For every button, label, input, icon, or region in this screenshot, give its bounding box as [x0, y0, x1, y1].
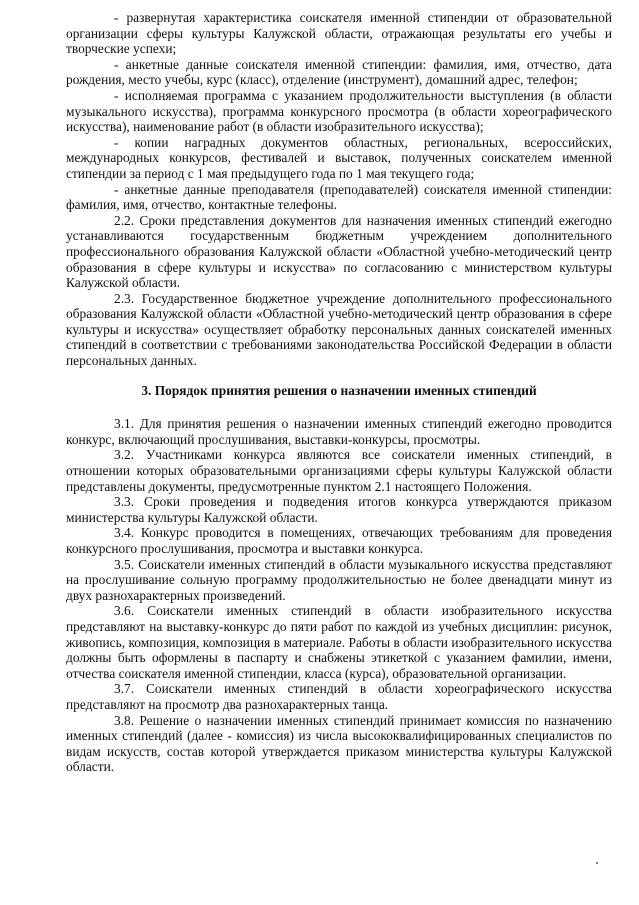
clause-3-4: 3.4. Конкурс проводится в помещениях, отвечающих требованиям для проведения конкурсного прослушивания, просмотра и выставки конкурса.	[66, 525, 612, 556]
clause-2-3: 2.3. Государственное бюджетное учреждение дополнительного профессионального образования Калужской области «Областной учебно-методический центр образования в сфере культуры и искусства» осуществляет обработку персональных данных соискателей именных стипендий в соответствии с требованиями законодательства Российской Федерации в области персональных данных.	[66, 290, 612, 369]
clause-3-6: 3.6. Соискатели именных стипендий в области изобразительного искусства представляют на выставку-конкурс до пяти работ по каждой из учебных дисциплин: рисунок, живопись, композиция, композиция в материале. Работы в области изобразительного искусства должны быть оформлены в паспарту и снабжены этикеткой с указанием фамилии, имени, отчества соискателя именной стипендии, класса (курса), образовательной организации.	[66, 603, 612, 681]
clause-3-1: 3.1. Для принятия решения о назначении именных стипендий ежегодно проводится конкурс, включающий прослушивания, выставки-конкурсы, просмотры.	[66, 416, 612, 447]
clause-3-8: 3.8. Решение о назначении именных стипендий принимает комиссия по назначению именных стипендий (далее - комиссия) из числа высококвалифицированных специалистов по видам искусств, состав которой утверждается приказом министерства культуры Калужской области.	[66, 712, 612, 775]
clause-3-7: 3.7. Соискатели именных стипендий в области хореографического искусства представляют на просмотр два разнохарактерных танца.	[66, 681, 612, 712]
bullet-characteristic: - развернутая характеристика соискателя именной стипендии от образовательной организации сферы культуры Калужской области, отражающая результаты его учебы и творческие успехи;	[66, 10, 612, 57]
scan-speck	[596, 862, 598, 864]
clause-3-2: 3.2. Участниками конкурса являются все соискатели именных стипендий, в отношении которых образовательными организациями сферы культуры Калужской области представлены документы, предусмотренные пунктом 2.1 настоящего Положения.	[66, 447, 612, 494]
bullet-award-copies: - копии наградных документов областных, региональных, всероссийских, международных конкурсов, фестивалей и выставок, полученных соискателем именной стипендии за период с 1 мая предыдущего года по 1 мая текущего года;	[66, 134, 612, 181]
section-3-title: 3. Порядок принятия решения о назначении именных стипендий	[141, 382, 537, 398]
document-body	[66, 10, 612, 775]
bullet-program: - исполняемая программа с указанием продолжительности выступления (в области музыкального искусства), программа конкурсного просмотра (в области хореографического искусства), наименование работ (в области изобразительного искусства);	[66, 87, 612, 135]
bullet-teacher-data: - анкетные данные преподавателя (преподавателей) соискателя именной стипендии: фамилия, имя, отчество, контактные телефоны.	[66, 181, 612, 213]
bullet-applicant-data: - анкетные данные соискателя именной стипендии: фамилия, имя, отчество, дата рождения, место учебы, курс (класс), отделение (инструмент), домашний адрес, телефон;	[66, 56, 612, 88]
clause-3-3: 3.3. Сроки проведения и подведения итогов конкурса утверждаются приказом министерства культуры Калужской области.	[66, 494, 612, 525]
clause-2-2: 2.2. Сроки представления документов для назначения именных стипендий ежегодно устанавливаются государственным бюджетным учреждением дополнительного профессионального образования Калужской области «Областной учебно-методический центр образования в сфере культуры и искусства» по согласованию с министерством культуры Калужской области.	[66, 212, 612, 291]
clause-3-5: 3.5. Соискатели именных стипендий в области музыкального искусства представляют на прослушивание сольную программу продолжительностью не более двенадцати минут из двух разнохарактерных произведений.	[66, 556, 612, 603]
